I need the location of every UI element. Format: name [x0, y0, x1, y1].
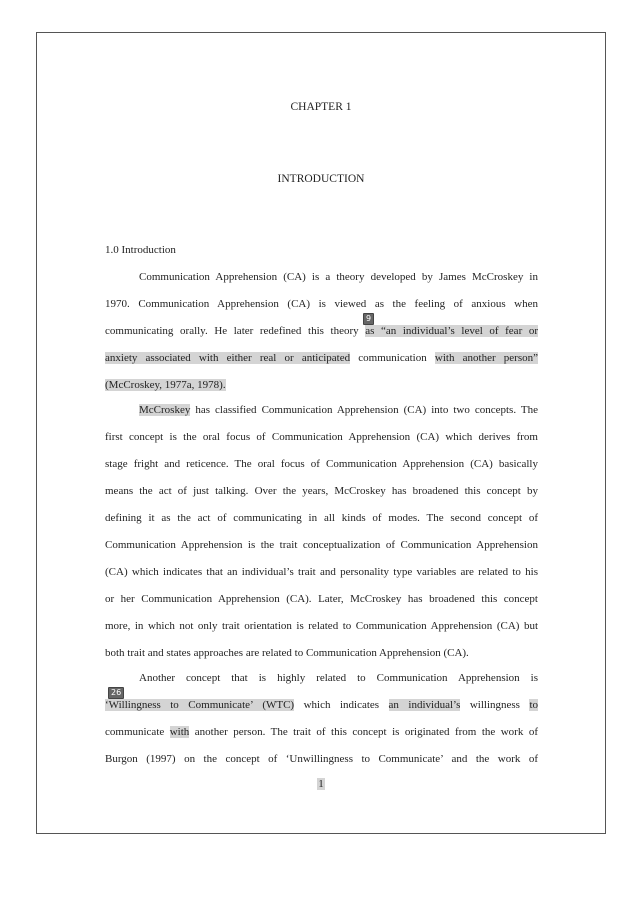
annotation-marker[interactable]: 9: [363, 313, 374, 325]
highlighted-text: to: [529, 699, 538, 711]
highlighted-text: with: [169, 726, 190, 738]
highlighted-text: an individual’s: [388, 699, 461, 711]
chapter-title: INTRODUCTION: [277, 173, 365, 185]
paragraph-line: more, in which not only trait orientation is related to Communication Apprehension (CA) but: [105, 620, 538, 632]
paragraph-line: defining it as the act of communicating in all kinds of modes. The second concept of: [105, 512, 538, 524]
paragraph-line: or her Communication Apprehension (CA). Later, McCroskey has broadened this concept: [105, 593, 538, 605]
paragraph-line: 1970. Communication Apprehension (CA) is viewed as the feeling of anxious when: [105, 298, 538, 310]
paragraph-line: Communication Apprehension (CA) is a theory developed by James McCroskey in: [139, 271, 538, 283]
highlighted-text: McCroskey: [139, 404, 191, 416]
paragraph-line: Another concept that is highly related to Communication Apprehension is: [139, 672, 538, 684]
paragraph-line: stage fright and reticence. The oral focus of Communication Apprehension (CA) basically: [105, 458, 538, 470]
paragraph-line: communicate with another person. The trait of this concept is originated from the work of: [105, 726, 538, 738]
document-page: [36, 32, 606, 834]
paragraph-line: Burgon (1997) on the concept of ‘Unwillingness to Communicate’ and the work of: [105, 753, 538, 765]
paragraph-line: anxiety associated with either real or anticipated communication with another person”: [105, 352, 539, 364]
paragraph-line: first concept is the oral focus of Communication Apprehension (CA) which derives from: [105, 431, 538, 443]
paragraph-line: McCroskey has classified Communication Apprehension (CA) into two concepts. The: [139, 404, 538, 416]
highlighted-text: ‘Willingness to Communicate’ (WTC): [105, 699, 295, 711]
annotation-marker[interactable]: 26: [108, 687, 124, 699]
page-number: 1: [318, 778, 324, 790]
chapter-label: CHAPTER 1: [290, 101, 352, 113]
paragraph-line: both trait and states approaches are related to Communication Apprehension (CA).: [105, 647, 469, 659]
highlighted-text: (McCroskey, 1977a, 1978).: [105, 379, 226, 391]
highlighted-text: anxiety associated with either real or anticipated: [105, 352, 351, 364]
paragraph-line: [105, 378, 538, 392]
paragraph-line: Communication Apprehension is the trait conceptualization of Communication Apprehension: [105, 539, 538, 551]
paragraph-line: communicating orally. He later redefined this theory as “an individual’s level of fear or: [105, 325, 538, 337]
section-heading: 1.0 Introduction: [105, 244, 176, 256]
highlighted-text: with another person”: [434, 352, 539, 364]
paragraph-line: ‘Willingness to Communicate’ (WTC) which indicates an individual’s willingness to: [105, 699, 538, 711]
paragraph-line: means the act of just talking. Over the years, McCroskey has broadened this concept by: [105, 485, 538, 497]
paragraph-line: (CA) which indicates that an individual’s trait and personality type variables are related to his: [105, 566, 538, 578]
highlighted-text: as “an individual’s level of fear or: [365, 325, 538, 337]
